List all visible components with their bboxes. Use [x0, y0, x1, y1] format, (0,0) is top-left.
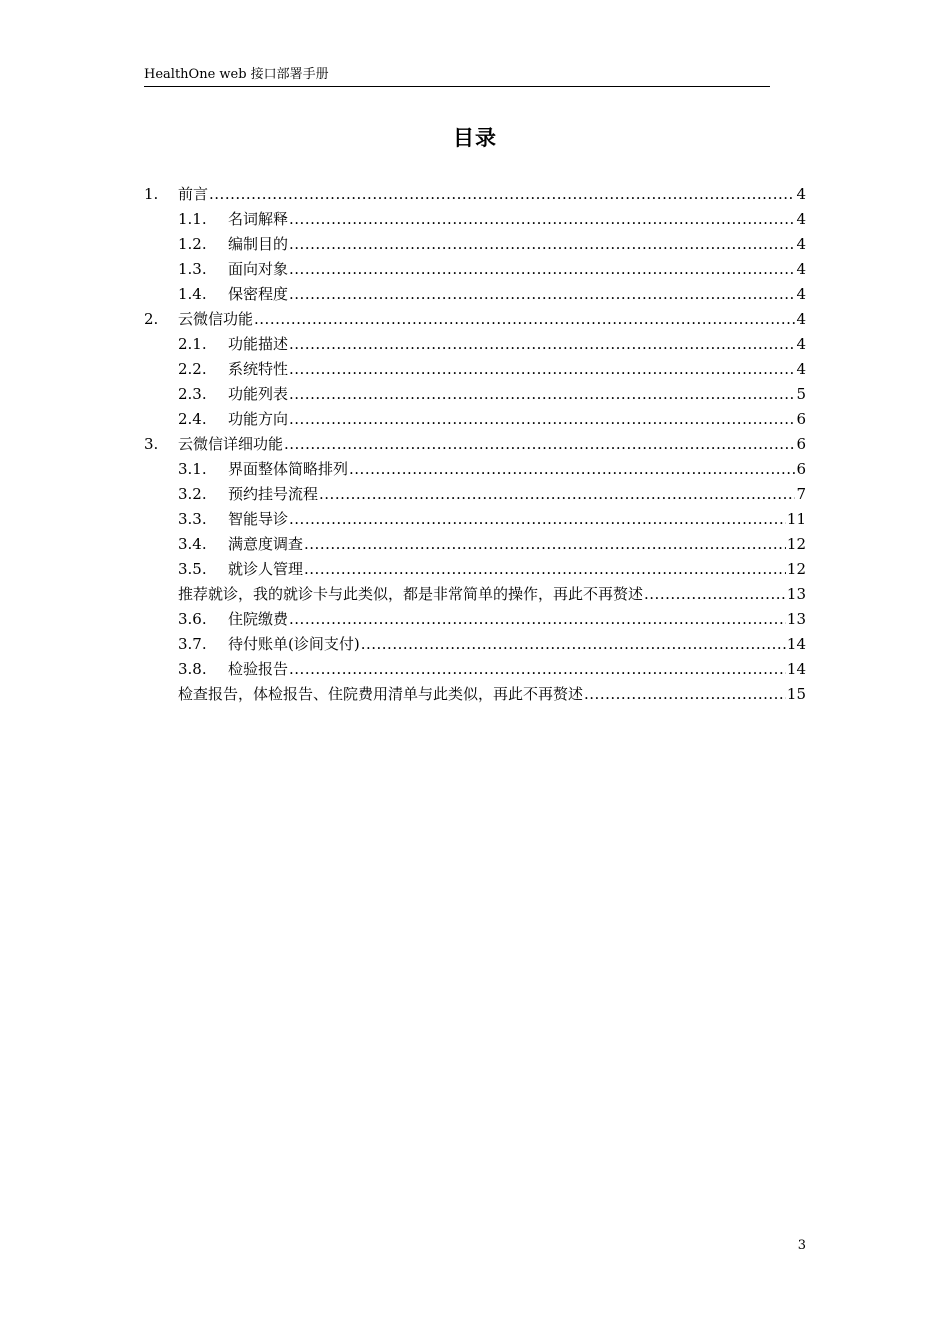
toc-entry-number: 2.	[144, 310, 159, 328]
toc-entry-text: 保密程度	[228, 285, 289, 303]
toc-entry-text: 检查报告，体检报告、住院费用清单与此类似，再此不再赘述	[178, 685, 584, 703]
toc-entry-3-3[interactable]	[144, 507, 806, 532]
toc-entry-text: 系统特性	[228, 360, 289, 378]
toc-entry-3-1[interactable]	[144, 457, 806, 482]
toc-entry-page: 6	[796, 435, 806, 453]
toc-entry-page: 13	[786, 610, 806, 628]
toc-entry-2-4[interactable]	[144, 407, 806, 432]
toc-entry-3[interactable]	[144, 432, 806, 457]
toc-entry-number: 3.1.	[178, 460, 207, 478]
toc-entry-page: 11	[786, 510, 806, 528]
toc-entry-page: 14	[786, 660, 806, 678]
toc-entry-text: 面向对象	[228, 260, 289, 278]
toc-entry-3-6[interactable]	[144, 607, 806, 632]
toc-entry-text: 就诊人管理	[228, 560, 304, 578]
toc-entry-3-8[interactable]	[144, 657, 806, 682]
toc-entry-1[interactable]	[144, 182, 806, 207]
toc-entry-1-3[interactable]	[144, 257, 806, 282]
toc-entry-text: 推荐就诊，我的就诊卡与此类似，都是非常简单的操作，再此不再赘述	[178, 585, 644, 603]
toc-entry-number: 3.6.	[178, 610, 207, 628]
toc-entry-page: 12	[786, 560, 806, 578]
toc-entry-2-2[interactable]	[144, 357, 806, 382]
toc-leader	[304, 532, 786, 557]
toc-leader	[304, 557, 786, 582]
toc-entry-page: 4	[796, 185, 806, 203]
toc-entry-number: 3.	[144, 435, 159, 453]
toc-entry-page: 6	[796, 410, 806, 428]
toc-leader	[349, 457, 795, 482]
toc-entry-number: 3.2.	[178, 485, 207, 503]
toc-leader	[289, 257, 795, 282]
toc-entry-number: 1.	[144, 185, 159, 203]
toc-entry-page: 4	[796, 335, 806, 353]
toc-entry-2-3[interactable]	[144, 382, 806, 407]
toc-entry-number: 1.2.	[178, 235, 207, 253]
toc-leader	[289, 657, 786, 682]
toc-leader	[361, 632, 786, 657]
toc-entry-text: 预约挂号流程	[228, 485, 319, 503]
toc-entry-page: 7	[796, 485, 806, 503]
toc-entry-3-4[interactable]	[144, 532, 806, 557]
toc-entry-number: 3.7.	[178, 635, 207, 653]
toc-leader	[289, 207, 795, 232]
toc-entry-3-7[interactable]	[144, 632, 806, 657]
toc-leader	[289, 357, 795, 382]
toc-leader	[209, 182, 795, 207]
page-number: 3	[797, 1238, 806, 1253]
toc-entry-text: 检验报告	[228, 660, 289, 678]
toc-entry-1-4[interactable]	[144, 282, 806, 307]
toc-leader	[289, 507, 786, 532]
toc-leader	[254, 307, 795, 332]
toc-leader	[289, 282, 795, 307]
toc-entry-2-1[interactable]	[144, 332, 806, 357]
toc-leader	[284, 432, 795, 457]
toc-entry-text: 前言	[178, 185, 209, 203]
table-of-contents	[144, 182, 806, 707]
toc-entry-page: 4	[796, 210, 806, 228]
toc-entry-1-2[interactable]	[144, 232, 806, 257]
toc-entry-text: 智能导诊	[228, 510, 289, 528]
toc-entry-number: 1.4.	[178, 285, 207, 303]
toc-leader	[289, 332, 795, 357]
toc-entry-text: 编制目的	[228, 235, 289, 253]
toc-entry-text: 功能方向	[228, 410, 289, 428]
toc-entry-number: 1.1.	[178, 210, 207, 228]
toc-entry-page: 14	[786, 635, 806, 653]
toc-entry-number: 2.3.	[178, 385, 207, 403]
toc-leader	[289, 407, 795, 432]
toc-entry-text: 待付账单(诊间支付)	[228, 635, 360, 653]
page-header: HealthOne web 接口部署手册	[144, 66, 770, 87]
toc-entry-text: 功能列表	[228, 385, 289, 403]
toc-entry-text: 功能描述	[228, 335, 289, 353]
toc-entry-text: 云微信功能	[178, 310, 254, 328]
toc-entry-page: 6	[796, 460, 806, 478]
toc-entry-page: 4	[796, 310, 806, 328]
toc-entry-page: 13	[786, 585, 806, 603]
toc-leader	[584, 682, 786, 707]
toc-entry-page: 4	[796, 235, 806, 253]
toc-entry-note-1[interactable]	[144, 582, 806, 607]
toc-entry-page: 5	[796, 385, 806, 403]
toc-leader	[289, 232, 795, 257]
toc-leader	[319, 482, 795, 507]
toc-entry-page: 4	[796, 260, 806, 278]
toc-entry-number: 3.5.	[178, 560, 207, 578]
toc-title: 目录	[453, 125, 497, 150]
toc-entry-number: 2.2.	[178, 360, 207, 378]
toc-entry-text: 名词解释	[228, 210, 289, 228]
toc-entry-number: 2.1.	[178, 335, 207, 353]
toc-entry-text: 界面整体简略排列	[228, 460, 349, 478]
toc-entry-page: 4	[796, 285, 806, 303]
toc-entry-number: 3.4.	[178, 535, 207, 553]
toc-entry-number: 2.4.	[178, 410, 207, 428]
toc-entry-page: 4	[796, 360, 806, 378]
toc-entry-text: 满意度调查	[228, 535, 304, 553]
toc-entry-text: 住院缴费	[228, 610, 289, 628]
toc-entry-3-5[interactable]	[144, 557, 806, 582]
toc-entry-page: 15	[786, 685, 806, 703]
toc-entry-number: 1.3.	[178, 260, 207, 278]
toc-leader	[289, 607, 786, 632]
toc-entry-text: 云微信详细功能	[178, 435, 284, 453]
toc-entry-1-1[interactable]	[144, 207, 806, 232]
toc-entry-page: 12	[786, 535, 806, 553]
toc-entry-note-2[interactable]	[144, 682, 806, 707]
toc-entry-number: 3.8.	[178, 660, 207, 678]
toc-leader	[644, 582, 786, 607]
toc-entry-3-2[interactable]	[144, 482, 806, 507]
toc-leader	[289, 382, 795, 407]
toc-entry-2[interactable]	[144, 307, 806, 332]
toc-entry-number: 3.3.	[178, 510, 207, 528]
